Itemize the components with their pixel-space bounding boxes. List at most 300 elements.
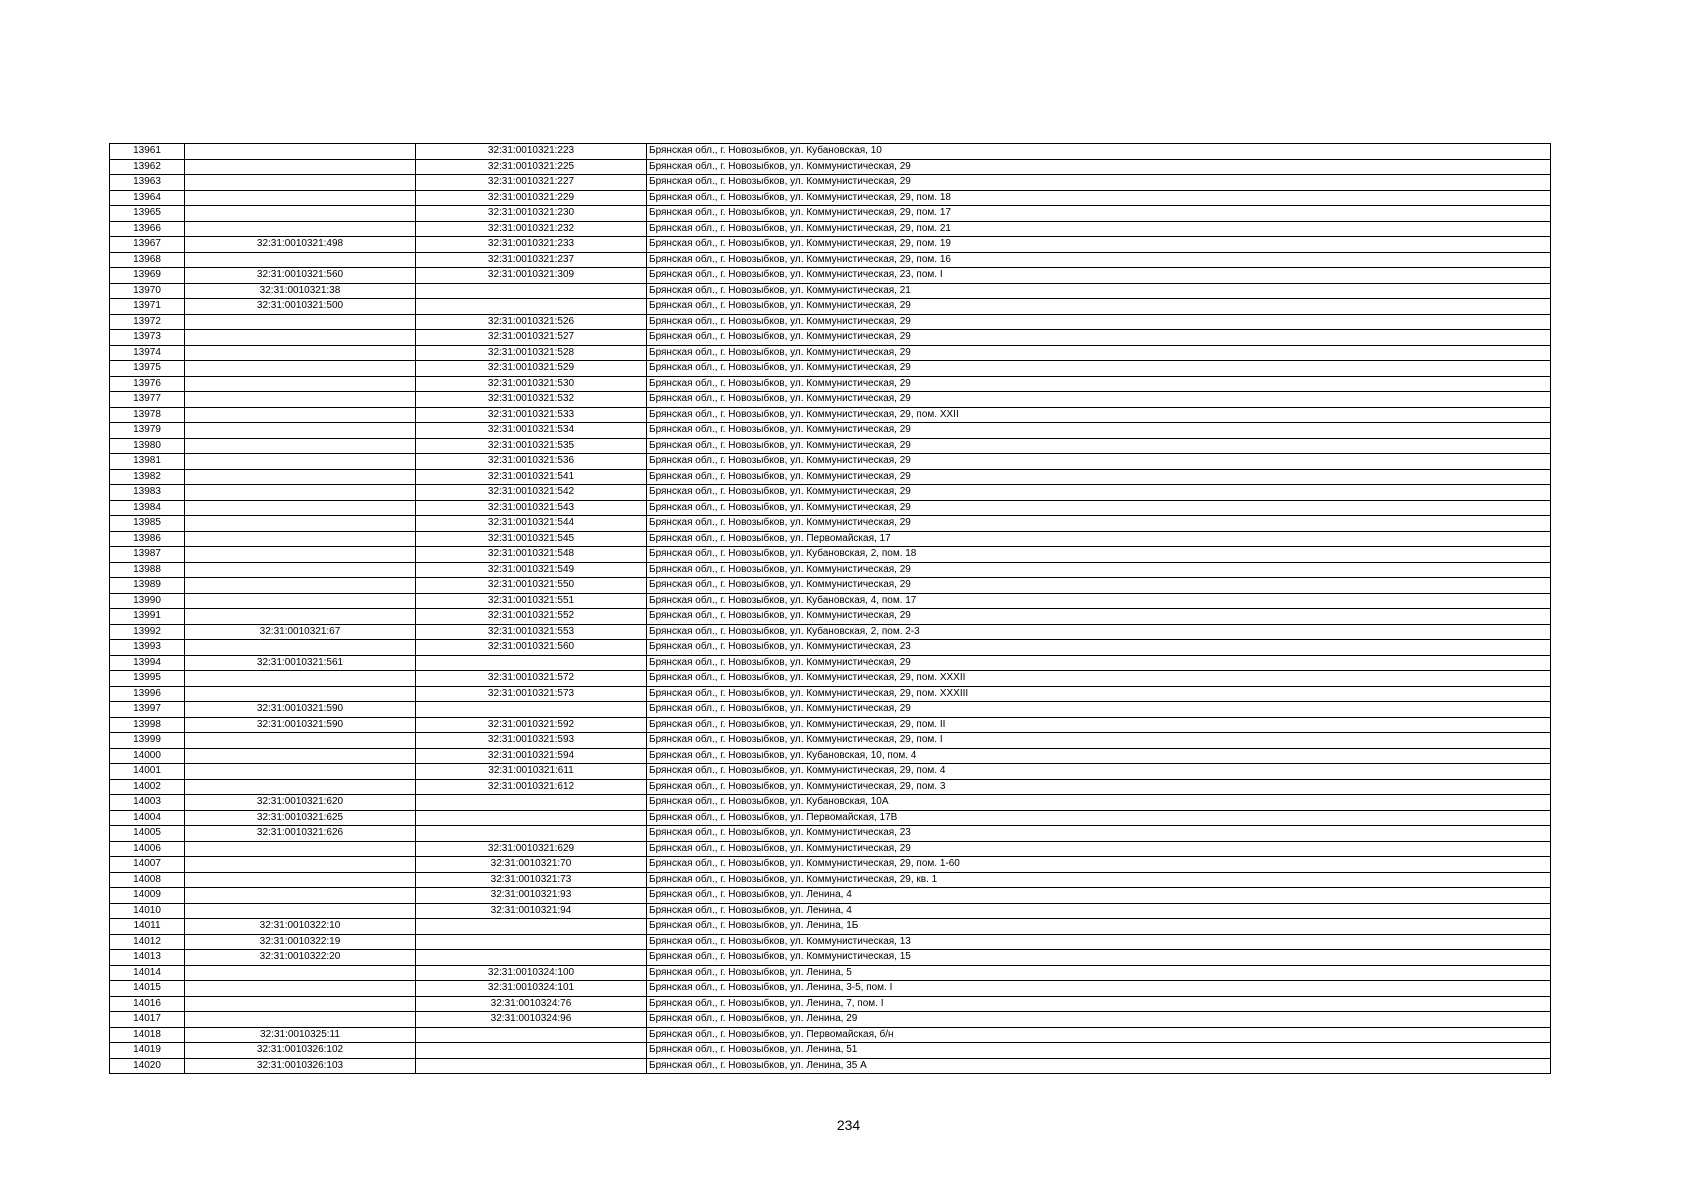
object-cadastral-cell: 32:31:0010321:227 bbox=[416, 175, 647, 191]
land-cadastral-cell bbox=[185, 221, 416, 237]
row-number-cell: 13994 bbox=[110, 655, 185, 671]
row-number-cell: 13997 bbox=[110, 702, 185, 718]
object-cadastral-cell: 32:31:0010321:232 bbox=[416, 221, 647, 237]
table-row bbox=[110, 376, 1551, 392]
row-number-cell: 13987 bbox=[110, 547, 185, 563]
address-cell: Брянская обл., г. Новозыбков, ул. Коммунистическая, 29 bbox=[647, 516, 1551, 532]
address-cell: Брянская обл., г. Новозыбков, ул. Коммунистическая, 29 bbox=[647, 609, 1551, 625]
address-cell: Брянская обл., г. Новозыбков, ул. Коммунистическая, 29 bbox=[647, 330, 1551, 346]
row-number-cell: 14018 bbox=[110, 1027, 185, 1043]
land-cadastral-cell: 32:31:0010321:38 bbox=[185, 283, 416, 299]
table-row bbox=[110, 206, 1551, 222]
object-cadastral-cell: 32:31:0010321:592 bbox=[416, 717, 647, 733]
address-cell: Брянская обл., г. Новозыбков, ул. Коммунистическая, 29, пом. 16 bbox=[647, 252, 1551, 268]
land-cadastral-cell bbox=[185, 361, 416, 377]
row-number-cell: 13962 bbox=[110, 159, 185, 175]
object-cadastral-cell: 32:31:0010321:223 bbox=[416, 144, 647, 160]
row-number-cell: 13989 bbox=[110, 578, 185, 594]
object-cadastral-cell: 32:31:0010321:229 bbox=[416, 190, 647, 206]
table-row bbox=[110, 268, 1551, 284]
table-row bbox=[110, 671, 1551, 687]
object-cadastral-cell bbox=[416, 934, 647, 950]
table-row bbox=[110, 578, 1551, 594]
address-cell: Брянская обл., г. Новозыбков, ул. Коммунистическая, 29, пом. 3 bbox=[647, 779, 1551, 795]
table-row bbox=[110, 361, 1551, 377]
row-number-cell: 13971 bbox=[110, 299, 185, 315]
address-cell: Брянская обл., г. Новозыбков, ул. Коммунистическая, 29, пом. 19 bbox=[647, 237, 1551, 253]
table-row bbox=[110, 965, 1551, 981]
land-cadastral-cell: 32:31:0010321:620 bbox=[185, 795, 416, 811]
address-cell: Брянская обл., г. Новозыбков, ул. Ленина, 51 bbox=[647, 1043, 1551, 1059]
land-cadastral-cell: 32:31:0010321:561 bbox=[185, 655, 416, 671]
object-cadastral-cell: 32:31:0010321:527 bbox=[416, 330, 647, 346]
object-cadastral-cell: 32:31:0010321:528 bbox=[416, 345, 647, 361]
address-cell: Брянская обл., г. Новозыбков, ул. Кубановская, 10 bbox=[647, 144, 1551, 160]
address-cell: Брянская обл., г. Новозыбков, ул. Коммунистическая, 29 bbox=[647, 376, 1551, 392]
row-number-cell: 13998 bbox=[110, 717, 185, 733]
row-number-cell: 14000 bbox=[110, 748, 185, 764]
table-row bbox=[110, 888, 1551, 904]
row-number-cell: 13961 bbox=[110, 144, 185, 160]
table-row bbox=[110, 686, 1551, 702]
object-cadastral-cell: 32:31:0010321:549 bbox=[416, 562, 647, 578]
table-row bbox=[110, 733, 1551, 749]
table-row bbox=[110, 330, 1551, 346]
land-cadastral-cell bbox=[185, 965, 416, 981]
land-cadastral-cell bbox=[185, 159, 416, 175]
row-number-cell: 14006 bbox=[110, 841, 185, 857]
object-cadastral-cell bbox=[416, 655, 647, 671]
land-cadastral-cell: 32:31:0010321:67 bbox=[185, 624, 416, 640]
land-cadastral-cell bbox=[185, 547, 416, 563]
row-number-cell: 14004 bbox=[110, 810, 185, 826]
land-cadastral-cell: 32:31:0010326:103 bbox=[185, 1058, 416, 1074]
object-cadastral-cell bbox=[416, 299, 647, 315]
land-cadastral-cell: 32:31:0010325:11 bbox=[185, 1027, 416, 1043]
table-row bbox=[110, 392, 1551, 408]
row-number-cell: 13974 bbox=[110, 345, 185, 361]
address-cell: Брянская обл., г. Новозыбков, ул. Коммунистическая, 29, пом. 18 bbox=[647, 190, 1551, 206]
object-cadastral-cell: 32:31:0010321:529 bbox=[416, 361, 647, 377]
object-cadastral-cell bbox=[416, 826, 647, 842]
address-cell: Брянская обл., г. Новозыбков, ул. Коммунистическая, 29, пом. 4 bbox=[647, 764, 1551, 780]
row-number-cell: 14010 bbox=[110, 903, 185, 919]
object-cadastral-cell: 32:31:0010321:593 bbox=[416, 733, 647, 749]
table-row bbox=[110, 144, 1551, 160]
object-cadastral-cell bbox=[416, 919, 647, 935]
address-cell: Брянская обл., г. Новозыбков, ул. Первомайская, 17 bbox=[647, 531, 1551, 547]
land-cadastral-cell bbox=[185, 764, 416, 780]
table-row bbox=[110, 1043, 1551, 1059]
land-cadastral-cell bbox=[185, 206, 416, 222]
address-cell: Брянская обл., г. Новозыбков, ул. Коммунистическая, 29, пом. XXII bbox=[647, 407, 1551, 423]
row-number-cell: 13986 bbox=[110, 531, 185, 547]
table-row bbox=[110, 175, 1551, 191]
address-cell: Брянская обл., г. Новозыбков, ул. Коммунистическая, 29, пом. 21 bbox=[647, 221, 1551, 237]
table-row bbox=[110, 485, 1551, 501]
land-cadastral-cell: 32:31:0010321:498 bbox=[185, 237, 416, 253]
table-row bbox=[110, 841, 1551, 857]
table-row bbox=[110, 469, 1551, 485]
table-row bbox=[110, 345, 1551, 361]
object-cadastral-cell: 32:31:0010321:543 bbox=[416, 500, 647, 516]
row-number-cell: 13999 bbox=[110, 733, 185, 749]
row-number-cell: 13968 bbox=[110, 252, 185, 268]
address-cell: Брянская обл., г. Новозыбков, ул. Коммунистическая, 29 bbox=[647, 485, 1551, 501]
address-cell: Брянская обл., г. Новозыбков, ул. Ленина, 7, пом. I bbox=[647, 996, 1551, 1012]
table-row bbox=[110, 500, 1551, 516]
object-cadastral-cell: 32:31:0010321:225 bbox=[416, 159, 647, 175]
land-cadastral-cell bbox=[185, 888, 416, 904]
row-number-cell: 13985 bbox=[110, 516, 185, 532]
address-cell: Брянская обл., г. Новозыбков, ул. Ленина, 5 bbox=[647, 965, 1551, 981]
row-number-cell: 14005 bbox=[110, 826, 185, 842]
table-row bbox=[110, 857, 1551, 873]
table-row bbox=[110, 624, 1551, 640]
land-cadastral-cell: 32:31:0010322:10 bbox=[185, 919, 416, 935]
table-row bbox=[110, 531, 1551, 547]
land-cadastral-cell bbox=[185, 686, 416, 702]
row-number-cell: 14013 bbox=[110, 950, 185, 966]
address-cell: Брянская обл., г. Новозыбков, ул. Ленина, 35 А bbox=[647, 1058, 1551, 1074]
object-cadastral-cell: 32:31:0010321:532 bbox=[416, 392, 647, 408]
address-cell: Брянская обл., г. Новозыбков, ул. Коммунистическая, 29 bbox=[647, 438, 1551, 454]
address-cell: Брянская обл., г. Новозыбков, ул. Ленина, 4 bbox=[647, 903, 1551, 919]
land-cadastral-cell: 32:31:0010321:626 bbox=[185, 826, 416, 842]
object-cadastral-cell: 32:31:0010321:233 bbox=[416, 237, 647, 253]
address-cell: Брянская обл., г. Новозыбков, ул. Коммунистическая, 29 bbox=[647, 423, 1551, 439]
address-cell: Брянская обл., г. Новозыбков, ул. Коммунистическая, 29 bbox=[647, 392, 1551, 408]
address-cell: Брянская обл., г. Новозыбков, ул. Коммунистическая, 29 bbox=[647, 345, 1551, 361]
table-row bbox=[110, 717, 1551, 733]
land-cadastral-cell bbox=[185, 454, 416, 470]
object-cadastral-cell: 32:31:0010321:230 bbox=[416, 206, 647, 222]
land-cadastral-cell bbox=[185, 469, 416, 485]
object-cadastral-cell: 32:31:0010321:93 bbox=[416, 888, 647, 904]
row-number-cell: 14001 bbox=[110, 764, 185, 780]
land-cadastral-cell bbox=[185, 392, 416, 408]
land-cadastral-cell bbox=[185, 593, 416, 609]
land-cadastral-cell bbox=[185, 314, 416, 330]
registry-table bbox=[109, 143, 1551, 1074]
table-row bbox=[110, 237, 1551, 253]
address-cell: Брянская обл., г. Новозыбков, ул. Кубановская, 2, пом. 18 bbox=[647, 547, 1551, 563]
object-cadastral-cell bbox=[416, 1043, 647, 1059]
row-number-cell: 13995 bbox=[110, 671, 185, 687]
land-cadastral-cell bbox=[185, 562, 416, 578]
address-cell: Брянская обл., г. Новозыбков, ул. Кубановская, 10, пом. 4 bbox=[647, 748, 1551, 764]
table-row bbox=[110, 423, 1551, 439]
table-row bbox=[110, 1058, 1551, 1074]
land-cadastral-cell bbox=[185, 996, 416, 1012]
object-cadastral-cell bbox=[416, 283, 647, 299]
table-row bbox=[110, 996, 1551, 1012]
row-number-cell: 13969 bbox=[110, 268, 185, 284]
land-cadastral-cell bbox=[185, 516, 416, 532]
row-number-cell: 13964 bbox=[110, 190, 185, 206]
address-cell: Брянская обл., г. Новозыбков, ул. Коммунистическая, 29 bbox=[647, 314, 1551, 330]
address-cell: Брянская обл., г. Новозыбков, ул. Коммунистическая, 29 bbox=[647, 702, 1551, 718]
address-cell: Брянская обл., г. Новозыбков, ул. Ленина, 29 bbox=[647, 1012, 1551, 1028]
table-row bbox=[110, 1012, 1551, 1028]
address-cell: Брянская обл., г. Новозыбков, ул. Коммунистическая, 13 bbox=[647, 934, 1551, 950]
object-cadastral-cell: 32:31:0010321:629 bbox=[416, 841, 647, 857]
land-cadastral-cell bbox=[185, 144, 416, 160]
row-number-cell: 14012 bbox=[110, 934, 185, 950]
table-row bbox=[110, 1027, 1551, 1043]
row-number-cell: 13996 bbox=[110, 686, 185, 702]
object-cadastral-cell: 32:31:0010321:560 bbox=[416, 640, 647, 656]
land-cadastral-cell: 32:31:0010321:590 bbox=[185, 702, 416, 718]
land-cadastral-cell bbox=[185, 500, 416, 516]
table-row bbox=[110, 919, 1551, 935]
object-cadastral-cell bbox=[416, 1027, 647, 1043]
land-cadastral-cell bbox=[185, 252, 416, 268]
object-cadastral-cell bbox=[416, 950, 647, 966]
object-cadastral-cell: 32:31:0010324:96 bbox=[416, 1012, 647, 1028]
table-row bbox=[110, 299, 1551, 315]
table-row bbox=[110, 516, 1551, 532]
land-cadastral-cell bbox=[185, 407, 416, 423]
object-cadastral-cell: 32:31:0010321:94 bbox=[416, 903, 647, 919]
row-number-cell: 13963 bbox=[110, 175, 185, 191]
table-row bbox=[110, 748, 1551, 764]
address-cell: Брянская обл., г. Новозыбков, ул. Ленина, 3-5, пом. I bbox=[647, 981, 1551, 997]
row-number-cell: 13981 bbox=[110, 454, 185, 470]
row-number-cell: 13978 bbox=[110, 407, 185, 423]
row-number-cell: 13982 bbox=[110, 469, 185, 485]
row-number-cell: 13988 bbox=[110, 562, 185, 578]
object-cadastral-cell: 32:31:0010324:76 bbox=[416, 996, 647, 1012]
object-cadastral-cell bbox=[416, 795, 647, 811]
address-cell: Брянская обл., г. Новозыбков, ул. Коммунистическая, 29 bbox=[647, 562, 1551, 578]
object-cadastral-cell: 32:31:0010321:572 bbox=[416, 671, 647, 687]
object-cadastral-cell: 32:31:0010321:551 bbox=[416, 593, 647, 609]
address-cell: Брянская обл., г. Новозыбков, ул. Ленина, 4 bbox=[647, 888, 1551, 904]
address-cell: Брянская обл., г. Новозыбков, ул. Коммунистическая, 23 bbox=[647, 826, 1551, 842]
row-number-cell: 13984 bbox=[110, 500, 185, 516]
object-cadastral-cell: 32:31:0010324:101 bbox=[416, 981, 647, 997]
land-cadastral-cell bbox=[185, 981, 416, 997]
object-cadastral-cell: 32:31:0010321:611 bbox=[416, 764, 647, 780]
object-cadastral-cell bbox=[416, 810, 647, 826]
land-cadastral-cell bbox=[185, 376, 416, 392]
land-cadastral-cell: 32:31:0010321:500 bbox=[185, 299, 416, 315]
land-cadastral-cell bbox=[185, 578, 416, 594]
row-number-cell: 14016 bbox=[110, 996, 185, 1012]
registry-table-body bbox=[110, 144, 1551, 1074]
land-cadastral-cell bbox=[185, 345, 416, 361]
table-row bbox=[110, 826, 1551, 842]
land-cadastral-cell bbox=[185, 1012, 416, 1028]
table-row bbox=[110, 593, 1551, 609]
object-cadastral-cell: 32:31:0010321:533 bbox=[416, 407, 647, 423]
table-row bbox=[110, 903, 1551, 919]
land-cadastral-cell: 32:31:0010321:560 bbox=[185, 268, 416, 284]
object-cadastral-cell: 32:31:0010321:536 bbox=[416, 454, 647, 470]
address-cell: Брянская обл., г. Новозыбков, ул. Коммунистическая, 21 bbox=[647, 283, 1551, 299]
address-cell: Брянская обл., г. Новозыбков, ул. Коммунистическая, 29 bbox=[647, 299, 1551, 315]
address-cell: Брянская обл., г. Новозыбков, ул. Коммунистическая, 29, пом. XXXIII bbox=[647, 686, 1551, 702]
table-row bbox=[110, 438, 1551, 454]
row-number-cell: 13967 bbox=[110, 237, 185, 253]
land-cadastral-cell bbox=[185, 640, 416, 656]
row-number-cell: 13970 bbox=[110, 283, 185, 299]
object-cadastral-cell: 32:31:0010321:544 bbox=[416, 516, 647, 532]
address-cell: Брянская обл., г. Новозыбков, ул. Коммунистическая, 23 bbox=[647, 640, 1551, 656]
address-cell: Брянская обл., г. Новозыбков, ул. Коммунистическая, 15 bbox=[647, 950, 1551, 966]
row-number-cell: 13983 bbox=[110, 485, 185, 501]
object-cadastral-cell: 32:31:0010321:548 bbox=[416, 547, 647, 563]
address-cell: Брянская обл., г. Новозыбков, ул. Коммунистическая, 29, кв. 1 bbox=[647, 872, 1551, 888]
row-number-cell: 14008 bbox=[110, 872, 185, 888]
table-row bbox=[110, 764, 1551, 780]
table-row bbox=[110, 314, 1551, 330]
table-row bbox=[110, 640, 1551, 656]
land-cadastral-cell bbox=[185, 748, 416, 764]
table-row bbox=[110, 454, 1551, 470]
land-cadastral-cell bbox=[185, 779, 416, 795]
address-cell: Брянская обл., г. Новозыбков, ул. Первомайская, б/н bbox=[647, 1027, 1551, 1043]
address-cell: Брянская обл., г. Новозыбков, ул. Коммунистическая, 29, пом. 1-60 bbox=[647, 857, 1551, 873]
table-row bbox=[110, 702, 1551, 718]
land-cadastral-cell: 32:31:0010322:19 bbox=[185, 934, 416, 950]
row-number-cell: 13991 bbox=[110, 609, 185, 625]
row-number-cell: 14017 bbox=[110, 1012, 185, 1028]
land-cadastral-cell: 32:31:0010326:102 bbox=[185, 1043, 416, 1059]
object-cadastral-cell: 32:31:0010321:526 bbox=[416, 314, 647, 330]
object-cadastral-cell: 32:31:0010321:70 bbox=[416, 857, 647, 873]
object-cadastral-cell: 32:31:0010321:541 bbox=[416, 469, 647, 485]
object-cadastral-cell: 32:31:0010321:530 bbox=[416, 376, 647, 392]
object-cadastral-cell: 32:31:0010321:534 bbox=[416, 423, 647, 439]
address-cell: Брянская обл., г. Новозыбков, ул. Коммунистическая, 29, пом. 17 bbox=[647, 206, 1551, 222]
object-cadastral-cell: 32:31:0010321:594 bbox=[416, 748, 647, 764]
table-row bbox=[110, 252, 1551, 268]
row-number-cell: 14020 bbox=[110, 1058, 185, 1074]
land-cadastral-cell bbox=[185, 485, 416, 501]
table-row bbox=[110, 950, 1551, 966]
row-number-cell: 13992 bbox=[110, 624, 185, 640]
address-cell: Брянская обл., г. Новозыбков, ул. Коммунистическая, 29 bbox=[647, 469, 1551, 485]
address-cell: Брянская обл., г. Новозыбков, ул. Коммунистическая, 29 bbox=[647, 655, 1551, 671]
address-cell: Брянская обл., г. Новозыбков, ул. Коммунистическая, 29 bbox=[647, 361, 1551, 377]
row-number-cell: 14015 bbox=[110, 981, 185, 997]
address-cell: Брянская обл., г. Новозыбков, ул. Ленина, 1Б bbox=[647, 919, 1551, 935]
land-cadastral-cell bbox=[185, 175, 416, 191]
object-cadastral-cell bbox=[416, 1058, 647, 1074]
object-cadastral-cell: 32:31:0010321:573 bbox=[416, 686, 647, 702]
object-cadastral-cell: 32:31:0010324:100 bbox=[416, 965, 647, 981]
table-row bbox=[110, 283, 1551, 299]
table-row bbox=[110, 795, 1551, 811]
row-number-cell: 14009 bbox=[110, 888, 185, 904]
table-row bbox=[110, 810, 1551, 826]
land-cadastral-cell bbox=[185, 423, 416, 439]
address-cell: Брянская обл., г. Новозыбков, ул. Кубановская, 10А bbox=[647, 795, 1551, 811]
table-row bbox=[110, 779, 1551, 795]
address-cell: Брянская обл., г. Новозыбков, ул. Коммунистическая, 29, пом. II bbox=[647, 717, 1551, 733]
land-cadastral-cell bbox=[185, 903, 416, 919]
row-number-cell: 14019 bbox=[110, 1043, 185, 1059]
object-cadastral-cell: 32:31:0010321:550 bbox=[416, 578, 647, 594]
table-row bbox=[110, 221, 1551, 237]
row-number-cell: 14003 bbox=[110, 795, 185, 811]
address-cell: Брянская обл., г. Новозыбков, ул. Коммунистическая, 29 bbox=[647, 578, 1551, 594]
table-row bbox=[110, 547, 1551, 563]
address-cell: Брянская обл., г. Новозыбков, ул. Коммунистическая, 29 bbox=[647, 175, 1551, 191]
row-number-cell: 13966 bbox=[110, 221, 185, 237]
land-cadastral-cell bbox=[185, 531, 416, 547]
row-number-cell: 14011 bbox=[110, 919, 185, 935]
address-cell: Брянская обл., г. Новозыбков, ул. Кубановская, 2, пом. 2-3 bbox=[647, 624, 1551, 640]
row-number-cell: 13975 bbox=[110, 361, 185, 377]
land-cadastral-cell bbox=[185, 857, 416, 873]
row-number-cell: 13976 bbox=[110, 376, 185, 392]
address-cell: Брянская обл., г. Новозыбков, ул. Первомайская, 17В bbox=[647, 810, 1551, 826]
row-number-cell: 14007 bbox=[110, 857, 185, 873]
object-cadastral-cell bbox=[416, 702, 647, 718]
table-row bbox=[110, 872, 1551, 888]
table-row bbox=[110, 190, 1551, 206]
row-number-cell: 13993 bbox=[110, 640, 185, 656]
address-cell: Брянская обл., г. Новозыбков, ул. Кубановская, 4, пом. 17 bbox=[647, 593, 1551, 609]
address-cell: Брянская обл., г. Новозыбков, ул. Коммунистическая, 29, пом. I bbox=[647, 733, 1551, 749]
row-number-cell: 13965 bbox=[110, 206, 185, 222]
object-cadastral-cell: 32:31:0010321:309 bbox=[416, 268, 647, 284]
row-number-cell: 13977 bbox=[110, 392, 185, 408]
page-number: 234 bbox=[836, 1117, 861, 1133]
object-cadastral-cell: 32:31:0010321:545 bbox=[416, 531, 647, 547]
object-cadastral-cell: 32:31:0010321:73 bbox=[416, 872, 647, 888]
object-cadastral-cell: 32:31:0010321:612 bbox=[416, 779, 647, 795]
address-cell: Брянская обл., г. Новозыбков, ул. Коммунистическая, 29 bbox=[647, 500, 1551, 516]
address-cell: Брянская обл., г. Новозыбков, ул. Коммунистическая, 23, пом. I bbox=[647, 268, 1551, 284]
land-cadastral-cell bbox=[185, 330, 416, 346]
land-cadastral-cell bbox=[185, 438, 416, 454]
land-cadastral-cell bbox=[185, 841, 416, 857]
table-row bbox=[110, 655, 1551, 671]
table-row bbox=[110, 981, 1551, 997]
object-cadastral-cell: 32:31:0010321:553 bbox=[416, 624, 647, 640]
land-cadastral-cell bbox=[185, 872, 416, 888]
land-cadastral-cell bbox=[185, 671, 416, 687]
land-cadastral-cell bbox=[185, 609, 416, 625]
table-row bbox=[110, 407, 1551, 423]
object-cadastral-cell: 32:31:0010321:237 bbox=[416, 252, 647, 268]
row-number-cell: 14002 bbox=[110, 779, 185, 795]
object-cadastral-cell: 32:31:0010321:535 bbox=[416, 438, 647, 454]
land-cadastral-cell: 32:31:0010321:625 bbox=[185, 810, 416, 826]
object-cadastral-cell: 32:31:0010321:552 bbox=[416, 609, 647, 625]
table-row bbox=[110, 159, 1551, 175]
table-row bbox=[110, 609, 1551, 625]
row-number-cell: 13980 bbox=[110, 438, 185, 454]
address-cell: Брянская обл., г. Новозыбков, ул. Коммунистическая, 29, пом. XXXII bbox=[647, 671, 1551, 687]
table-row bbox=[110, 562, 1551, 578]
address-cell: Брянская обл., г. Новозыбков, ул. Коммунистическая, 29 bbox=[647, 159, 1551, 175]
land-cadastral-cell: 32:31:0010322:20 bbox=[185, 950, 416, 966]
row-number-cell: 13973 bbox=[110, 330, 185, 346]
table-row bbox=[110, 934, 1551, 950]
address-cell: Брянская обл., г. Новозыбков, ул. Коммунистическая, 29 bbox=[647, 841, 1551, 857]
row-number-cell: 13972 bbox=[110, 314, 185, 330]
row-number-cell: 13979 bbox=[110, 423, 185, 439]
land-cadastral-cell bbox=[185, 733, 416, 749]
row-number-cell: 14014 bbox=[110, 965, 185, 981]
address-cell: Брянская обл., г. Новозыбков, ул. Коммунистическая, 29 bbox=[647, 454, 1551, 470]
land-cadastral-cell bbox=[185, 190, 416, 206]
